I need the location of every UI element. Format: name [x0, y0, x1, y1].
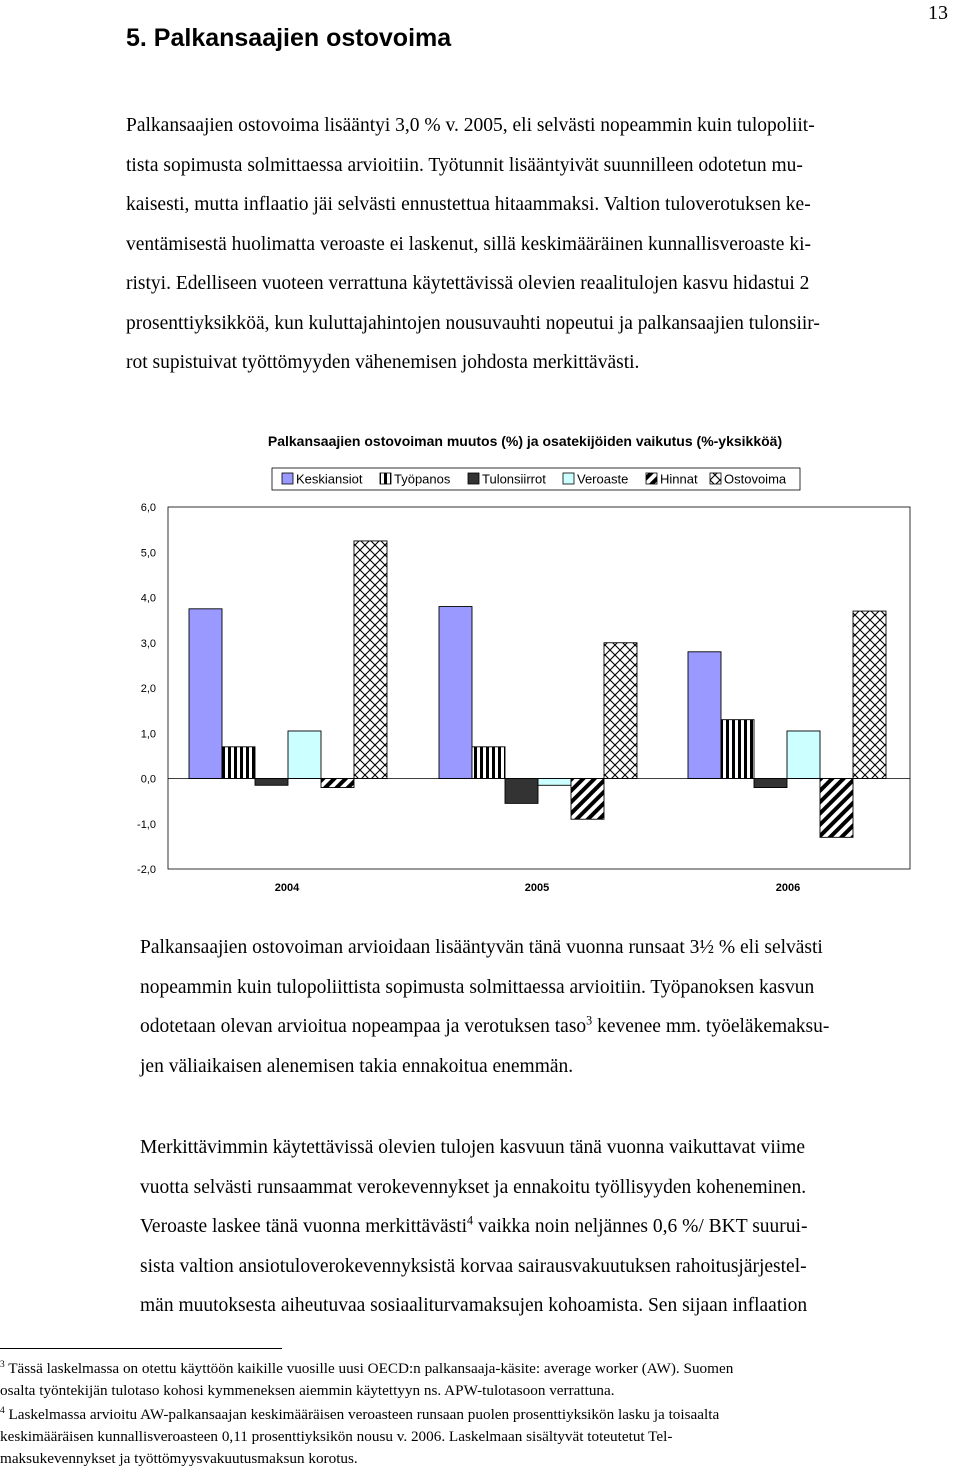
line-text: sista valtion ansiotuloverokevennyksistä korvaa sairausvakuutuksen rahoitusjärjestel-	[140, 1255, 807, 1277]
line-text: jen väliaikaisen alenemisen takia ennakoitua enemmän.	[140, 1055, 574, 1077]
paragraph-3	[140, 1128, 948, 1326]
line-text: män muutoksesta aiheutuvaa sosiaaliturvamaksujen kohoamista. Sen sijaan inflaation	[140, 1295, 808, 1316]
bar-työpanos	[222, 747, 255, 779]
y-tick-label: 1,0	[140, 728, 156, 741]
y-tick-label: -2,0	[137, 864, 156, 876]
paragraph-line	[140, 968, 948, 1008]
y-tick-label: 3,0	[140, 637, 156, 650]
legend-label: Veroaste	[577, 471, 629, 487]
line-text: Laskelmassa arvioitu AW-palkansaajan keskimääräisen veroasteen runsaan puolen prosenttiyksikön lasku ja toisaalta	[8, 1406, 720, 1423]
y-tick-label: 0,0	[140, 773, 156, 786]
bar-työpanos	[721, 720, 754, 779]
x-tick-label: 2005	[524, 882, 550, 894]
footnote-4	[0, 1404, 955, 1470]
legend-label: Keskiansiot	[296, 471, 363, 487]
y-tick-label: 5,0	[140, 547, 156, 560]
bar-veroaste	[288, 731, 321, 779]
bar-hinnat	[820, 779, 853, 838]
bar-työpanos	[472, 747, 505, 779]
paragraph-line	[140, 1207, 948, 1247]
paragraph-line	[140, 1168, 948, 1208]
paragraph-line: prosenttiyksikköä, kun kuluttajahintojen nousuvauhti nopeutui ja palkansaajien tulonsiir-	[126, 312, 820, 334]
footnote-mark: 4	[0, 1405, 5, 1416]
footnote-mark: 3	[0, 1359, 5, 1370]
bar-tulonsiirrot	[505, 779, 538, 804]
purchasing-power-chart	[0, 420, 960, 905]
footnote-line	[0, 1404, 955, 1426]
paragraph-line: tista sopimusta solmittaessa arvioitiin. Työtunnit lisääntyivät suunnilleen odotetun mu-	[126, 154, 803, 176]
bar-hinnat	[571, 779, 604, 820]
footnote-line: maksukevennykset ja työttömyysvakuutusmaksun korotus.	[0, 1450, 358, 1467]
paragraph-line	[140, 1128, 948, 1168]
bar-tulonsiirrot	[754, 779, 787, 788]
footnote-line: keskimääräisen kunnallisveroasteen 0,11 prosenttiyksikön nousu v. 2006. Laskelmaan sisältyvät toteutetut Tel-	[0, 1428, 673, 1445]
paragraph-line	[140, 1047, 948, 1087]
paragraph-line	[140, 1286, 948, 1326]
bar-ostovoima	[604, 643, 637, 779]
line-text: Veroaste laskee tänä vuonna merkittävästi	[140, 1216, 468, 1237]
paragraph-1	[126, 106, 942, 383]
bar-ostovoima	[853, 611, 886, 778]
y-tick-label: 4,0	[140, 592, 156, 605]
paragraph-2	[140, 928, 948, 1086]
paragraph-line	[140, 1247, 948, 1287]
page-number: 13	[928, 2, 948, 24]
legend-swatch	[282, 473, 293, 484]
footnote-divider	[0, 1348, 282, 1349]
line-text: Palkansaajien ostovoiman arvioidaan lisääntyvän tänä vuonna runsaat 3½ % eli selvästi	[140, 937, 823, 958]
line-text: Tässä laskelmassa on otettu käyttöön kaikille vuosille uusi OECD:n palkansaaja-käsite: average worker (AW). Suomen	[8, 1360, 734, 1377]
chart-legend	[272, 468, 800, 490]
paragraph-line	[140, 1007, 948, 1047]
x-axis	[275, 882, 800, 894]
y-tick-label: 2,0	[140, 683, 156, 695]
y-tick-label: -1,0	[137, 818, 156, 831]
x-tick-label: 2004	[274, 882, 300, 894]
y-tick-label: 6,0	[140, 502, 156, 514]
bar-keskiansiot	[189, 609, 222, 779]
footnote-3	[0, 1358, 955, 1402]
footnote-ref: 4	[467, 1213, 474, 1228]
chart-bars	[168, 541, 910, 837]
line-text: odotetaan olevan arvioitua nopeampaa ja verotuksen taso	[140, 1016, 587, 1037]
legend-swatch	[380, 473, 391, 484]
y-axis	[137, 502, 156, 876]
paragraph-line: rot supistuivat työttömyyden vähenemisen johdosta merkittävästi.	[126, 352, 640, 373]
footnote-ref: 3	[586, 1013, 593, 1028]
legend-swatch	[468, 473, 479, 484]
bar-ostovoima	[354, 541, 387, 779]
plot-area-frame	[168, 507, 910, 869]
line-text: kevenee mm. työeläkemaksu-	[592, 1016, 830, 1037]
legend-label: Tulonsiirrot	[482, 471, 546, 487]
legend-label: Ostovoima	[724, 471, 787, 487]
chart-title: Palkansaajien ostovoiman muutos (%) ja osatekijöiden vaikutus (%-yksikköä)	[267, 433, 783, 449]
bar-keskiansiot	[439, 607, 472, 779]
paragraph-line: kaisesti, mutta inflaatio jäi selvästi ennustettua hitaammaksi. Valtion tuloverotuksen ke-	[126, 194, 811, 215]
line-text: nopeammin kuin tulopoliittista sopimusta solmittaessa arvioitiin. Työpanoksen kasvun	[140, 976, 815, 998]
legend-label: Hinnat	[660, 471, 698, 487]
line-text: Merkittävimmin käytettävissä olevien tulojen kasvuun tänä vuonna vaikuttavat viime	[140, 1137, 806, 1158]
bar-keskiansiot	[688, 652, 721, 779]
bar-tulonsiirrot	[255, 779, 288, 786]
paragraph-line: Palkansaajien ostovoima lisääntyi 3,0 % v. 2005, eli selvästi nopeammin kuin tulopoliit-	[126, 115, 815, 136]
x-tick-label: 2006	[775, 882, 801, 894]
legend-label: Työpanos	[394, 471, 451, 487]
bar-veroaste	[538, 779, 571, 786]
line-text: vaikka noin neljännes 0,6 %/ BKT suurui-	[473, 1216, 808, 1237]
footnote-line	[0, 1358, 955, 1380]
bar-hinnat	[321, 779, 354, 788]
line-text: vuotta selvästi runsaammat verokevennykset ja ennakoitu työllisyyden koheneminen.	[140, 1176, 807, 1198]
section-heading: 5. Palkansaajien ostovoima	[126, 24, 452, 52]
legend-swatch	[563, 473, 574, 484]
paragraph-line: ventämisestä huolimatta veroaste ei laskenut, sillä keskimääräinen kunnallisveroaste ki-	[126, 233, 811, 255]
paragraph-line	[140, 928, 948, 968]
footnote-line: osalta työntekijän tulotaso kohosi kymmeneksen aiemmin käytettyyn ns. APW-tulotasoon verrattuna.	[0, 1382, 615, 1399]
legend-swatch	[710, 473, 721, 484]
bar-veroaste	[787, 731, 820, 779]
legend-swatch	[646, 473, 657, 484]
paragraph-line: ristyi. Edelliseen vuoteen verrattuna käytettävissä olevien reaalitulojen kasvu hidastui 2	[126, 273, 810, 294]
